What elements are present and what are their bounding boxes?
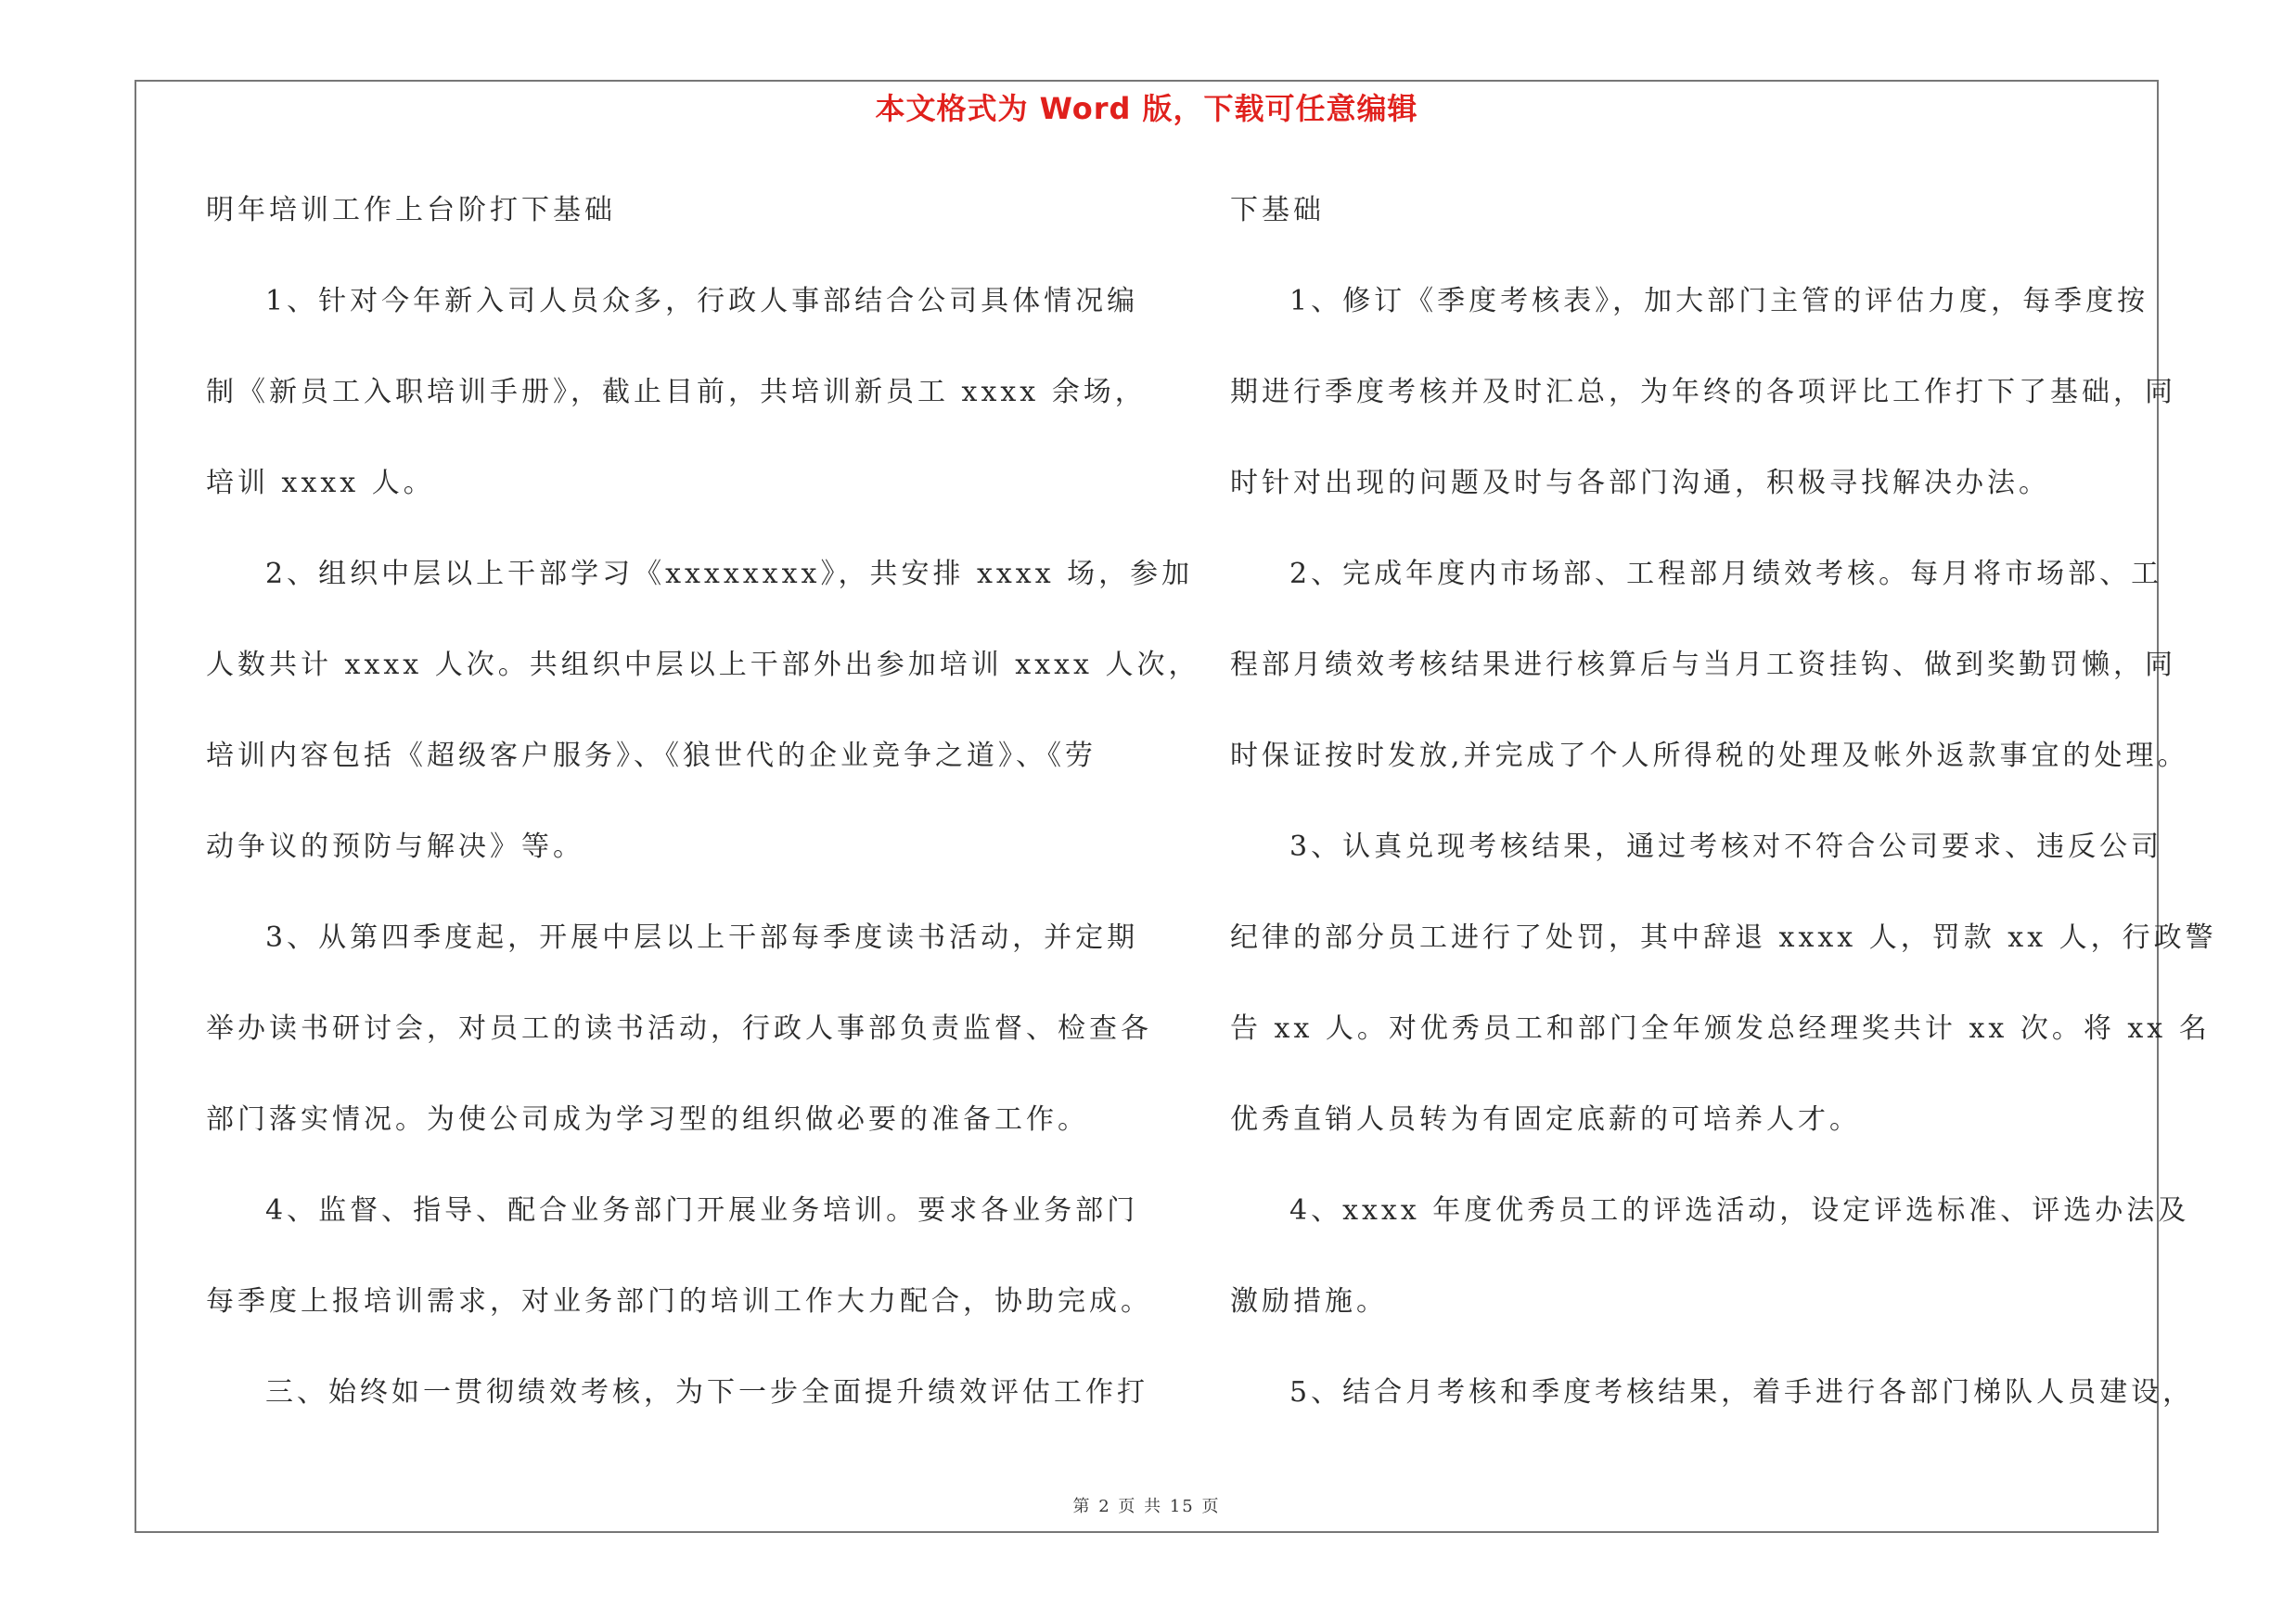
text-line: 举办读书研讨会，对员工的读书活动，行政人事部负责监督、检查各 <box>206 1012 1152 1045</box>
paragraph-start-line: 三、始终如一贯彻绩效考核，为下一步全面提升绩效评估工作打 <box>265 1376 1148 1409</box>
text-line: 告 xx 人。对优秀员工和部门全年颁发总经理奖共计 xx 次。将 xx 名 <box>1230 1012 2211 1045</box>
text-line: 部门落实情况。为使公司成为学习型的组织做必要的准备工作。 <box>206 1103 1089 1136</box>
paragraph-start-line: 4、xxxx 年度优秀员工的评选活动，设定评选标准、评选办法及 <box>1289 1194 2190 1227</box>
text-line: 时针对出现的问题及时与各部门沟通，积极寻找解决办法。 <box>1230 467 2050 499</box>
text-line: 纪律的部分员工进行了处罚，其中辞退 xxxx 人，罚款 xx 人，行政警 <box>1230 921 2217 954</box>
text-line: 程部月绩效考核结果进行核算后与当月工资挂钩、做到奖勤罚懒，同 <box>1230 649 2176 681</box>
text-line: 时保证按时发放,并完成了个人所得税的处理及帐外返款事宜的处理。 <box>1230 740 2189 772</box>
text-line: 期进行季度考核并及时汇总，为年终的各项评比工作打下了基础，同 <box>1230 376 2176 408</box>
paragraph-start-line: 4、监督、指导、配合业务部门开展业务培训。要求各业务部门 <box>265 1194 1139 1227</box>
right-text-column <box>1230 182 2217 1455</box>
paragraph-start-line: 2、组织中层以上干部学习《xxxxxxxx》，共安排 xxxx 场，参加 <box>265 558 1194 590</box>
paragraph-start-line: 3、认真兑现考核结果，通过考核对不符合公司要求、违反公司 <box>1289 831 2163 863</box>
paragraph-start-line: 3、从第四季度起，开展中层以上干部每季度读书活动，并定期 <box>265 921 1139 954</box>
text-line: 人数共计 xxxx 人次。共组织中层以上干部外出参加培训 xxxx 人次， <box>206 649 1200 681</box>
paragraph-start-line: 2、完成年度内市场部、工程部月绩效考核。每月将市场部、工 <box>1289 558 2163 590</box>
text-line: 制《新员工入职培训手册》，截止目前，共培训新员工 xxxx 余场， <box>206 376 1147 408</box>
text-line: 培训 xxxx 人。 <box>206 467 435 499</box>
text-line: 激励措施。 <box>1230 1285 1388 1318</box>
text-line: 明年培训工作上台阶打下基础 <box>206 194 616 226</box>
text-line: 动争议的预防与解决》等。 <box>206 831 584 863</box>
paragraph-start-line: 5、结合月考核和季度考核结果，着手进行各部门梯队人员建设， <box>1289 1376 2195 1409</box>
left-text-column <box>206 182 1200 1455</box>
text-line: 每季度上报培训需求，对业务部门的培训工作大力配合，协助完成。 <box>206 1285 1152 1318</box>
paragraph-start-line: 1、修订《季度考核表》，加大部门主管的评估力度，每季度按 <box>1289 285 2149 317</box>
text-line: 培训内容包括《超级客户服务》、《狼世代的企业竞争之道》、《劳 <box>206 740 1097 772</box>
paragraph-start-line: 1、针对今年新入司人员众多，行政人事部结合公司具体情况编 <box>265 285 1139 317</box>
page-number-footer: 第 2 页 共 15 页 <box>1072 1497 1221 1516</box>
text-line: 下基础 <box>1230 194 1325 226</box>
text-line: 优秀直销人员转为有固定底薪的可培养人才。 <box>1230 1103 1861 1136</box>
format-notice-banner: 本文格式为 Word 版，下载可任意编辑 <box>875 91 1418 126</box>
